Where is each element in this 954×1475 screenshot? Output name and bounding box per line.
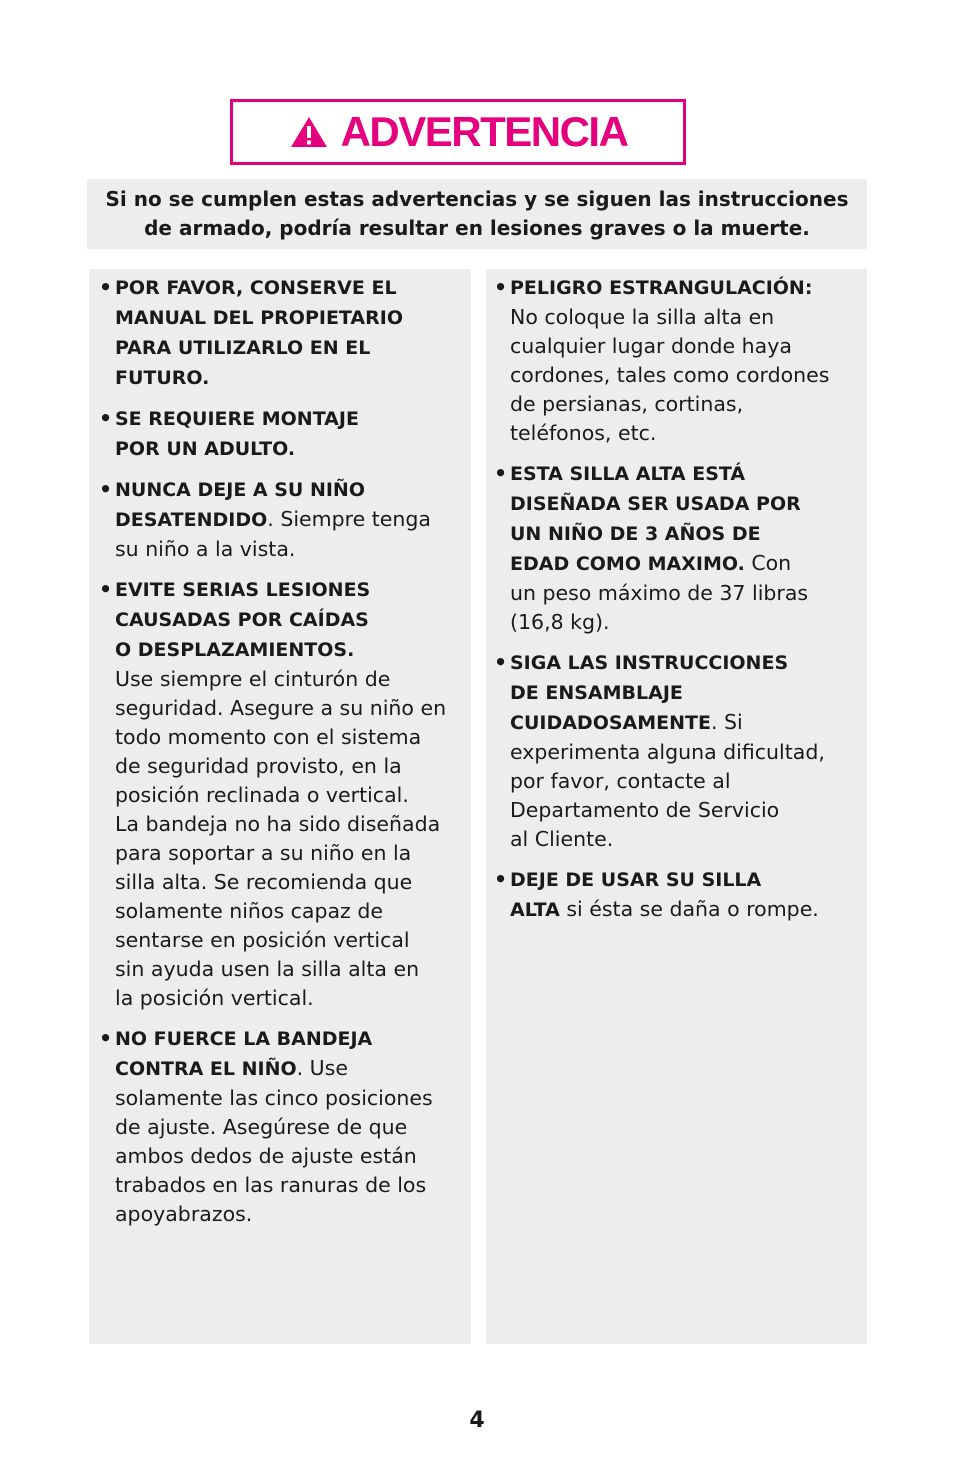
warning-heading-text: NO FUERCE LA BANDEJA	[115, 1028, 373, 1050]
warning-line	[115, 1171, 459, 1200]
warning-heading-text: PELIGRO ESTRANGULACIÓN:	[510, 277, 813, 299]
warning-body-text: de ajuste. Asegúrese de que	[115, 1115, 408, 1139]
warning-line	[115, 1024, 459, 1054]
warning-body-text: solamente las cinco posiciones	[115, 1086, 433, 1110]
warning-line	[510, 549, 855, 579]
warning-body-text: No coloque la silla alta en	[510, 305, 775, 329]
warning-line	[510, 796, 855, 825]
warning-line	[115, 333, 459, 363]
warning-heading-text: PARA UTILIZARLO EN EL	[115, 337, 371, 359]
warning-body-text: la posición vertical.	[115, 986, 314, 1010]
warning-heading-text: MANUAL DEL PROPIETARIO	[115, 307, 403, 329]
warning-line	[115, 505, 459, 535]
warning-line	[115, 434, 459, 464]
warning-line	[115, 303, 459, 333]
bullet-point: •	[99, 477, 113, 501]
page-number: 4	[469, 1408, 485, 1433]
right-warning-column	[486, 269, 867, 1344]
warning-line	[510, 419, 855, 448]
bullet-point: •	[99, 406, 113, 430]
warning-heading-text: NUNCA DEJE A SU NIÑO	[115, 479, 365, 501]
warning-line	[510, 825, 855, 854]
warning-line	[510, 678, 855, 708]
intro-line: de armado, podría resultar en lesiones graves o la muerte.	[144, 216, 810, 240]
warning-line	[115, 781, 459, 810]
warning-heading-text: POR UN ADULTO.	[115, 438, 296, 460]
warning-body-text: cualquier lugar donde haya	[510, 334, 792, 358]
warning-line	[510, 767, 855, 796]
warning-line	[510, 708, 855, 738]
warning-line	[510, 303, 855, 332]
warning-body-text: sentarse en posición vertical	[115, 928, 410, 952]
warning-heading-text: DESATENDIDO	[115, 509, 268, 531]
warning-line	[115, 897, 459, 926]
warning-line	[115, 635, 459, 665]
warning-item	[494, 273, 855, 448]
warning-body-text: teléfonos, etc.	[510, 421, 657, 445]
warning-line	[115, 1200, 459, 1229]
warning-body-text: silla alta. Se recomienda que	[115, 870, 413, 894]
warning-line	[115, 868, 459, 897]
warning-line	[510, 361, 855, 390]
warning-title-box	[230, 99, 686, 165]
warning-body-text: de seguridad provisto, en la	[115, 754, 402, 778]
warning-line	[115, 273, 459, 303]
warning-line	[115, 475, 459, 505]
warning-heading-text: SIGA LAS INSTRUCCIONES	[510, 652, 789, 674]
warning-line	[115, 363, 459, 393]
intro-line: Si no se cumplen estas advertencias y se siguen las instrucciones	[105, 187, 849, 211]
warning-body-text: (16,8 kg).	[510, 610, 610, 634]
warning-line	[115, 1054, 459, 1084]
warning-heading-text: DE ENSAMBLAJE	[510, 682, 683, 704]
warning-body-text: experimenta alguna dificultad,	[510, 740, 825, 764]
warning-body-text: Con	[744, 551, 792, 575]
warning-body-text: La bandeja no ha sido diseñada	[115, 812, 441, 836]
warning-line	[510, 579, 855, 608]
left-warning-column	[89, 269, 471, 1344]
warning-line	[510, 519, 855, 549]
warning-heading-text: DEJE DE USAR SU SILLA	[510, 869, 762, 891]
warning-line	[510, 273, 855, 303]
warning-triangle-icon	[289, 115, 329, 149]
warning-heading-text: CAUSADAS POR CAÍDAS	[115, 609, 369, 631]
warning-body-text: de persianas, cortinas,	[510, 392, 744, 416]
warning-line	[115, 839, 459, 868]
warning-body-text: . Use	[296, 1056, 348, 1080]
warning-heading-text: UN NIÑO DE 3 AÑOS DE	[510, 523, 761, 545]
warning-body-text: . Si	[710, 710, 743, 734]
warning-body-text: solamente niños capaz de	[115, 899, 383, 923]
warning-line	[510, 332, 855, 361]
warning-body-text: Use siempre el cinturón de	[115, 667, 391, 691]
warning-line	[115, 926, 459, 955]
warning-line	[115, 575, 459, 605]
warning-item	[99, 475, 459, 564]
warning-body-text: trabados en las ranuras de los	[115, 1173, 427, 1197]
warning-body-text: posición reclinada o vertical.	[115, 783, 409, 807]
warning-line	[510, 738, 855, 767]
bullet-point: •	[99, 275, 113, 299]
warning-line	[510, 608, 855, 637]
warning-line	[115, 752, 459, 781]
warning-body-text: al Cliente.	[510, 827, 614, 851]
warning-heading-text: FUTURO.	[115, 367, 210, 389]
warning-line	[115, 1084, 459, 1113]
warning-body-text: por favor, contacte al	[510, 769, 731, 793]
warning-line	[115, 535, 459, 564]
warning-line	[115, 1142, 459, 1171]
warning-line	[115, 605, 459, 635]
warning-body-text: . Siempre tenga	[267, 507, 431, 531]
warning-heading-text: EVITE SERIAS LESIONES	[115, 579, 371, 601]
warning-heading-text: EDAD COMO MAXIMO.	[510, 553, 745, 575]
warning-body-text: un peso máximo de 37 libras	[510, 581, 809, 605]
bullet-point: •	[494, 867, 508, 891]
warning-line	[115, 723, 459, 752]
warning-line	[510, 390, 855, 419]
warning-heading-text: SE REQUIERE MONTAJE	[115, 408, 359, 430]
warning-line	[115, 984, 459, 1013]
warning-line	[115, 665, 459, 694]
warning-heading-text: DISEÑADA SER USADA POR	[510, 493, 801, 515]
bullet-point: •	[494, 650, 508, 674]
warning-body-text: si ésta se daña o rompe.	[559, 897, 819, 921]
warning-heading-text: ALTA	[510, 899, 560, 921]
warning-line	[115, 810, 459, 839]
warning-body-text: sin ayuda usen la silla alta en	[115, 957, 420, 981]
warning-body-text: seguridad. Asegure a su niño en	[115, 696, 447, 720]
warning-body-text: su niño a la vista.	[115, 537, 296, 561]
warning-line	[115, 955, 459, 984]
warning-item	[99, 404, 459, 464]
warning-line	[510, 895, 855, 925]
warning-line	[510, 865, 855, 895]
warning-body-text: ambos dedos de ajuste están	[115, 1144, 417, 1168]
warning-heading-text: CUIDADOSAMENTE	[510, 712, 711, 734]
bullet-point: •	[99, 577, 113, 601]
warning-item	[99, 1024, 459, 1229]
bullet-point: •	[494, 275, 508, 299]
warning-line	[115, 1113, 459, 1142]
warning-body-text: Departamento de Servicio	[510, 798, 780, 822]
warning-line	[510, 648, 855, 678]
warning-item	[494, 648, 855, 854]
warning-heading-text: POR FAVOR, CONSERVE EL	[115, 277, 397, 299]
warning-heading-text: O DESPLAZAMIENTOS.	[115, 639, 355, 661]
warning-body-text: cordones, tales como cordones	[510, 363, 830, 387]
warning-item	[494, 459, 855, 637]
warning-line	[115, 694, 459, 723]
warning-item	[494, 865, 855, 925]
warning-body-text: para soportar a su niño en la	[115, 841, 412, 865]
warning-line	[510, 489, 855, 519]
warning-heading-text: CONTRA EL NIÑO	[115, 1058, 297, 1080]
warning-body-text: apoyabrazos.	[115, 1202, 253, 1226]
intro-warning	[87, 179, 867, 249]
bullet-point: •	[99, 1026, 113, 1050]
warning-item	[99, 273, 459, 393]
bullet-point: •	[494, 461, 508, 485]
warning-item	[99, 575, 459, 1013]
warning-heading-text: ESTA SILLA ALTA ESTÁ	[510, 463, 746, 485]
warning-line	[115, 404, 459, 434]
page-title: ADVERTENCIA	[340, 108, 628, 155]
warning-body-text: todo momento con el sistema	[115, 725, 422, 749]
warning-line	[510, 459, 855, 489]
